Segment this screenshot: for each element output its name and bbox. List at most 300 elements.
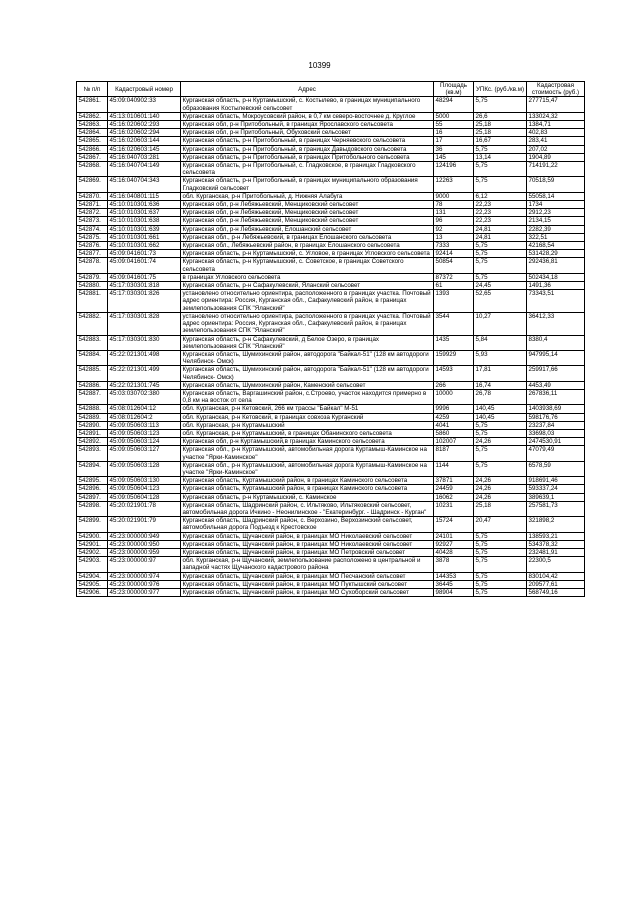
address-cell: Курганская область, Шумихинский район, Каменский сельсовет — [181, 381, 434, 389]
table-row — [77, 335, 585, 350]
row-number-cell: 542866. — [77, 145, 108, 153]
row-number-cell: 542881. — [77, 290, 108, 313]
address-cell: обл. Курганская, р-н Щучанский, землепользование расположено в центральной и западной частях Щучанского кадастрового района — [181, 557, 434, 572]
table-row — [77, 192, 585, 200]
area-cell: 24101 — [434, 532, 474, 540]
area-cell: 16062 — [434, 493, 474, 501]
upks-cell: 5,75 — [474, 557, 527, 572]
row-number-cell: 542864. — [77, 129, 108, 137]
area-cell: 102007 — [434, 438, 474, 446]
cadastral-number-cell: 45:09:050603:113 — [108, 421, 181, 429]
table-row — [77, 438, 585, 446]
area-cell: 36445 — [434, 580, 474, 588]
table-row — [77, 233, 585, 241]
table-row — [77, 413, 585, 421]
upks-cell: 5,75 — [474, 273, 527, 281]
upks-cell: 5,75 — [474, 548, 527, 556]
cadastral-number-cell: 45:09:041601:74 — [108, 258, 181, 273]
area-cell: 144353 — [434, 572, 474, 580]
cadastral-cost-cell: 70518,59 — [527, 177, 585, 192]
upks-cell: 24,26 — [474, 477, 527, 485]
row-number-cell: 542888. — [77, 405, 108, 413]
address-cell: Курганская область, р-н Притобольный, в границах Притобольного сельсовета — [181, 153, 434, 161]
upks-cell: 25,18 — [474, 121, 527, 129]
cadastral-cost-cell: 2474530,91 — [527, 438, 585, 446]
address-cell: Курганская обл, р-н Лебяжьевский, Менщиковский сельсовет — [181, 209, 434, 217]
area-cell: 10231 — [434, 501, 474, 516]
area-cell: 145 — [434, 153, 474, 161]
area-cell: 17 — [434, 137, 474, 145]
table-row — [77, 589, 585, 597]
upks-cell: 24,81 — [474, 233, 527, 241]
table-row — [77, 485, 585, 493]
address-cell: Курганская область, р-н Притобольный, в границах Черняевского сельсовета — [181, 137, 434, 145]
upks-cell: 26,6 — [474, 112, 527, 120]
cadastral-cost-cell: 23237,84 — [527, 421, 585, 429]
upks-cell: 10,27 — [474, 312, 527, 335]
row-number-cell: 542883. — [77, 335, 108, 350]
address-cell: Курганская область, р-н Притобольный, с. Гладковское, в границах Гладковского сельсовета — [181, 162, 434, 177]
row-number-cell: 542878. — [77, 258, 108, 273]
cadastral-number-cell: 45:17:030301:818 — [108, 282, 181, 290]
area-cell: 98904 — [434, 589, 474, 597]
row-number-cell: 542882. — [77, 312, 108, 335]
cadastral-number-cell: 45:09:050603:123 — [108, 429, 181, 437]
area-cell: 92927 — [434, 540, 474, 548]
row-number-cell: 542898. — [77, 501, 108, 516]
cadastral-number-cell: 45:16:020602:294 — [108, 129, 181, 137]
row-number-cell: 542906. — [77, 589, 108, 597]
address-cell: Курганская обл., р-н Лебяжьевский, в границах Елошанского сельсовета — [181, 233, 434, 241]
row-number-cell: 542869. — [77, 177, 108, 192]
cadastral-cost-cell: 292436,81 — [527, 258, 585, 273]
cadastral-cost-cell: 42168,54 — [527, 242, 585, 250]
address-cell: Курганская область, р-н Куртамышский, с. Костылево, в границах муниципального образования Костылевский сельсовет — [181, 97, 434, 112]
row-number-cell: 542876. — [77, 242, 108, 250]
cadastral-cost-cell: 389639,1 — [527, 493, 585, 501]
table-row — [77, 112, 585, 120]
upks-cell: 5,75 — [474, 421, 527, 429]
upks-cell: 13,14 — [474, 153, 527, 161]
row-number-cell: 542902. — [77, 548, 108, 556]
cadastral-number-cell: 45:17:030301:830 — [108, 335, 181, 350]
cadastral-number-cell: 45:23:000000:976 — [108, 580, 181, 588]
row-number-cell: 542861. — [77, 97, 108, 112]
cadastral-number-cell: 45:16:020603:144 — [108, 137, 181, 145]
table-row — [77, 137, 585, 145]
upks-cell: 5,75 — [474, 446, 527, 461]
cadastral-cost-cell: 259917,66 — [527, 366, 585, 381]
area-cell: 14593 — [434, 366, 474, 381]
table-row — [77, 162, 585, 177]
upks-cell: 16,67 — [474, 137, 527, 145]
upks-cell: 22,23 — [474, 201, 527, 209]
table-row — [77, 557, 585, 572]
address-cell: обл. Курганская, р-н Кетовский, 266 км трассы "Байкал" М-51 — [181, 405, 434, 413]
address-cell: Курганская область, р-н Куртамышский, с. Угловое, в границах Угловского сельсовета — [181, 250, 434, 258]
cadastral-cost-cell: 22300,5 — [527, 557, 585, 572]
row-number-cell: 542875. — [77, 233, 108, 241]
table-row — [77, 121, 585, 129]
address-cell: Курганская обл, р-н Притобольный, Обуховский сельсовет — [181, 129, 434, 137]
row-number-cell: 542890. — [77, 421, 108, 429]
address-cell: Курганская обл., Лебяжьевский район, в границах Елошанского сельсовета — [181, 242, 434, 250]
cadastral-number-cell: 45:16:040704:149 — [108, 162, 181, 177]
area-cell: 9996 — [434, 405, 474, 413]
address-cell: Курганская обл., р-н Куртамышский, автомобильная дорога Куртамыш-Каминское на участке "Ярки-Каминское" — [181, 461, 434, 476]
address-cell: Курганская область, р-н Притобольный, в границах муниципального образования Гладковский сельсовет — [181, 177, 434, 192]
table-row — [77, 153, 585, 161]
table-row — [77, 548, 585, 556]
area-cell: 10000 — [434, 389, 474, 404]
area-cell: 1435 — [434, 335, 474, 350]
upks-cell: 5,75 — [474, 429, 527, 437]
address-cell: установлено относительно ориентира, расположенного в границах участка. Почтовый адрес ориентира: Россия, Курганская обл., Сафакулевский район, в границах землепользования СПК "Яланский" — [181, 290, 434, 313]
upks-cell: 5,75 — [474, 242, 527, 250]
table-row — [77, 312, 585, 335]
row-number-cell: 542904. — [77, 572, 108, 580]
table-row — [77, 250, 585, 258]
cadastral-cost-cell: 918691,46 — [527, 477, 585, 485]
header-cadastral-number: Кадастровый номер — [108, 82, 181, 97]
address-cell: Курганская обл, р-н Куртамышский,в границах Каминского сельсовета — [181, 438, 434, 446]
address-cell: Курганская область, Шумихинский район, автодорога "Байкал-51" (128 км автодороги Челябинск- Омск) — [181, 350, 434, 365]
cadastral-number-cell: 45:16:020603:145 — [108, 145, 181, 153]
cadastral-number-cell: 45:20:021901:78 — [108, 501, 181, 516]
cadastral-cost-cell: 33698,03 — [527, 429, 585, 437]
cadastral-cost-cell: 531428,29 — [527, 250, 585, 258]
area-cell: 48294 — [434, 97, 474, 112]
upks-cell: 5,84 — [474, 335, 527, 350]
address-cell: Курганская область, Шадринский район, с. Ильтяково, Ильтяковский сельсовет, автомобильная дорога Ичкино - Неонилинское - "Екатеринбург. - Шадринск - Курган" — [181, 501, 434, 516]
upks-cell: 5,75 — [474, 580, 527, 588]
cadastral-cost-cell: 207,02 — [527, 145, 585, 153]
table-row — [77, 517, 585, 532]
table-row — [77, 477, 585, 485]
cadastral-number-cell: 45:23:000000:977 — [108, 589, 181, 597]
address-cell: Курганская обл, р-н Лебяжьевский, Менщиковский сельсовет — [181, 217, 434, 225]
area-cell: 61 — [434, 282, 474, 290]
row-number-cell: 542880. — [77, 282, 108, 290]
area-cell: 40428 — [434, 548, 474, 556]
upks-cell: 5,75 — [474, 461, 527, 476]
row-number-cell: 542897. — [77, 493, 108, 501]
row-number-cell: 542894. — [77, 461, 108, 476]
cadastral-number-cell: 45:09:050603:128 — [108, 461, 181, 476]
upks-cell: 5,75 — [474, 250, 527, 258]
cadastral-cost-cell: 55058,14 — [527, 192, 585, 200]
address-cell: обл. Курганская, р-н Кетовский, в границах совхоза Курганский — [181, 413, 434, 421]
area-cell: 159929 — [434, 350, 474, 365]
area-cell: 131 — [434, 209, 474, 217]
address-cell: Курганская область, Куртамышский район, в границах Каминского сельсовета — [181, 477, 434, 485]
table-row — [77, 421, 585, 429]
table-row — [77, 366, 585, 381]
cadastral-number-cell: 45:09:050603:130 — [108, 477, 181, 485]
row-number-cell: 542868. — [77, 162, 108, 177]
row-number-cell: 542873. — [77, 217, 108, 225]
cadastral-cost-cell: 534378,32 — [527, 540, 585, 548]
upks-cell: 140,45 — [474, 405, 527, 413]
area-cell: 5000 — [434, 112, 474, 120]
table-row — [77, 405, 585, 413]
area-cell: 24459 — [434, 485, 474, 493]
table-row — [77, 429, 585, 437]
upks-cell: 5,75 — [474, 532, 527, 540]
header-address: Адрес — [181, 82, 434, 97]
area-cell: 36 — [434, 145, 474, 153]
cadastral-number-cell: 45:22:021301:499 — [108, 366, 181, 381]
area-cell: 8187 — [434, 446, 474, 461]
cadastral-cost-cell: 257581,73 — [527, 501, 585, 516]
row-number-cell: 542899. — [77, 517, 108, 532]
row-number-cell: 542886. — [77, 381, 108, 389]
cadastral-cost-cell: 402,83 — [527, 129, 585, 137]
table-row — [77, 258, 585, 273]
cadastral-cost-cell: 830104,42 — [527, 572, 585, 580]
upks-cell: 17,81 — [474, 366, 527, 381]
upks-cell: 24,81 — [474, 225, 527, 233]
table-row — [77, 572, 585, 580]
area-cell: 37871 — [434, 477, 474, 485]
area-cell: 1144 — [434, 461, 474, 476]
upks-cell: 20,47 — [474, 517, 527, 532]
address-cell: Курганская область, Щучанский район, в границах МО Николаевский сельсовет — [181, 540, 434, 548]
area-cell: 96 — [434, 217, 474, 225]
upks-cell: 6,12 — [474, 192, 527, 200]
area-cell: 1393 — [434, 290, 474, 313]
cadastral-cost-cell: 714191,22 — [527, 162, 585, 177]
upks-cell: 5,75 — [474, 162, 527, 177]
row-number-cell: 542889. — [77, 413, 108, 421]
table-row — [77, 177, 585, 192]
upks-cell: 22,23 — [474, 209, 527, 217]
address-cell: Курганская обл., р-н Куртамышский, автомобильная дорога Куртамыш-Каминское на участке "Ярки-Каминское" — [181, 446, 434, 461]
cadastral-number-cell: 45:10:010301:637 — [108, 209, 181, 217]
upks-cell: 5,75 — [474, 258, 527, 273]
table-row — [77, 282, 585, 290]
cadastral-number-cell: 45:10:010301:639 — [108, 225, 181, 233]
row-number-cell: 542896. — [77, 485, 108, 493]
cadastral-cost-cell: 502434,18 — [527, 273, 585, 281]
cadastral-cost-cell: 283,41 — [527, 137, 585, 145]
cadastral-cost-cell: 6578,59 — [527, 461, 585, 476]
cadastral-number-cell: 45:09:041601:75 — [108, 273, 181, 281]
cadastral-number-cell: 45:09:050603:124 — [108, 438, 181, 446]
table-row — [77, 217, 585, 225]
upks-cell: 24,26 — [474, 493, 527, 501]
cadastral-cost-cell: 209577,61 — [527, 580, 585, 588]
row-number-cell: 542905. — [77, 580, 108, 588]
row-number-cell: 542893. — [77, 446, 108, 461]
address-cell: Курганская область, Мокроусовский район, в 0,7 км северо-восточнее д. Круглое — [181, 112, 434, 120]
address-cell: Курганская область, р-н Сафакулевский, Яланский сельсовет — [181, 282, 434, 290]
address-cell: Курганская область, Щучанский район, в границах МО Сухоборский сельсовет — [181, 589, 434, 597]
address-cell: Курганская область, Шадринский район, с. Верхозино, Верхозинский сельсовет, автомобильная дорога Подъезд к Крестовское — [181, 517, 434, 532]
cadastral-cost-cell: 232481,91 — [527, 548, 585, 556]
address-cell: Курганская область, Щучанский район, в границах МО Пуктышский сельсовет — [181, 580, 434, 588]
cadastral-number-cell: 45:17:030301:826 — [108, 290, 181, 313]
page-number: 10399 — [308, 61, 331, 70]
area-cell: 78 — [434, 201, 474, 209]
row-number-cell: 542900. — [77, 532, 108, 540]
upks-cell: 25,18 — [474, 501, 527, 516]
cadastral-cost-cell: 1403938,69 — [527, 405, 585, 413]
address-cell: Курганская область, Куртамышский район, в границах Каминского сельсовета — [181, 485, 434, 493]
area-cell: 9000 — [434, 192, 474, 200]
upks-cell: 52,65 — [474, 290, 527, 313]
cadastral-cost-cell: 267836,11 — [527, 389, 585, 404]
table-row — [77, 290, 585, 313]
cadastral-number-cell: 45:23:000000:97 — [108, 557, 181, 572]
area-cell: 55 — [434, 121, 474, 129]
row-number-cell: 542887. — [77, 389, 108, 404]
row-number-cell: 542903. — [77, 557, 108, 572]
upks-cell: 26,78 — [474, 389, 527, 404]
address-cell: Курганская область, р-н Куртамышский, с. Каминское — [181, 493, 434, 501]
address-cell: в границах Угловского сельсовета — [181, 273, 434, 281]
upks-cell: 5,75 — [474, 589, 527, 597]
upks-cell: 25,18 — [474, 129, 527, 137]
cadastral-number-cell: 45:23:000000:950 — [108, 540, 181, 548]
table-row — [77, 501, 585, 516]
cadastral-number-cell: 45:10:010301:661 — [108, 233, 181, 241]
table-row — [77, 201, 585, 209]
area-cell: 7333 — [434, 242, 474, 250]
area-cell: 13 — [434, 233, 474, 241]
cadastral-cost-cell: 8380,4 — [527, 335, 585, 350]
cadastral-number-cell: 45:16:040801:115 — [108, 192, 181, 200]
upks-cell: 5,93 — [474, 350, 527, 365]
address-cell: Курганская область, р-н Притобольный, в границах Давыдовского сельсовета — [181, 145, 434, 153]
address-cell: обл. Курганская, р-н Куртамышский, в границах Обанинского сельсовета — [181, 429, 434, 437]
table-row — [77, 446, 585, 461]
cadastral-cost-cell: 1491,36 — [527, 282, 585, 290]
upks-cell: 5,75 — [474, 97, 527, 112]
cadastral-table — [76, 81, 585, 597]
row-number-cell: 542901. — [77, 540, 108, 548]
table-row — [77, 540, 585, 548]
table-row — [77, 209, 585, 217]
address-cell: установлено относительно ориентира, расположенного в границах участка. Почтовый адрес ориентира: Россия, Курганская обл., Сафакулевский район, в границах землепользования СПК "Яланский" — [181, 312, 434, 335]
row-number-cell: 542877. — [77, 250, 108, 258]
upks-cell: 24,45 — [474, 282, 527, 290]
cadastral-number-cell: 45:22:021301:498 — [108, 350, 181, 365]
address-cell: обл. Курганская, р-н Куртамышский — [181, 421, 434, 429]
row-number-cell: 542867. — [77, 153, 108, 161]
table-row — [77, 461, 585, 476]
table-row — [77, 389, 585, 404]
upks-cell: 24,26 — [474, 485, 527, 493]
area-cell: 15724 — [434, 517, 474, 532]
table-row — [77, 225, 585, 233]
cadastral-cost-cell: 277715,47 — [527, 97, 585, 112]
cadastral-number-cell: 45:20:021901:79 — [108, 517, 181, 532]
cadastral-cost-cell: 2282,39 — [527, 225, 585, 233]
upks-cell: 5,75 — [474, 177, 527, 192]
cadastral-cost-cell: 4453,49 — [527, 381, 585, 389]
row-number-cell: 542862. — [77, 112, 108, 120]
upks-cell: 16,74 — [474, 381, 527, 389]
cadastral-number-cell: 45:10:010301:636 — [108, 201, 181, 209]
cadastral-number-cell: 45:16:040704:343 — [108, 177, 181, 192]
cadastral-cost-cell: 36412,33 — [527, 312, 585, 335]
area-cell: 5860 — [434, 429, 474, 437]
cadastral-number-cell: 45:16:040703:281 — [108, 153, 181, 161]
cadastral-number-cell: 45:10:010301:662 — [108, 242, 181, 250]
cadastral-cost-cell: 1904,89 — [527, 153, 585, 161]
cadastral-cost-cell: 133024,32 — [527, 112, 585, 120]
area-cell: 124196 — [434, 162, 474, 177]
cadastral-cost-cell: 2912,23 — [527, 209, 585, 217]
cadastral-cost-cell: 47079,49 — [527, 446, 585, 461]
cadastral-number-cell: 45:08:012604:12 — [108, 405, 181, 413]
header-number: № п/п — [77, 82, 108, 97]
address-cell: Курганская область, Щучанский район, в границах МО Николаевский сельсовет — [181, 532, 434, 540]
address-cell: Курганская область, Варгашинский район, с.Строево, участок находится примерно в 0,8 км на восток от села — [181, 389, 434, 404]
cadastral-cost-cell: 1734 — [527, 201, 585, 209]
cadastral-number-cell: 45:23:000000:959 — [108, 548, 181, 556]
table-row — [77, 242, 585, 250]
row-number-cell: 542872. — [77, 209, 108, 217]
cadastral-cost-cell: 1384,71 — [527, 121, 585, 129]
area-cell: 3544 — [434, 312, 474, 335]
address-cell: обл. Курганская, р-н Притобольный, д. Нижняя Алабуга — [181, 192, 434, 200]
cadastral-number-cell: 45:13:010601:140 — [108, 112, 181, 120]
area-cell: 16 — [434, 129, 474, 137]
address-cell: Курганская обл, р-н Лебяжьевский, Менщиковский сельсовет — [181, 201, 434, 209]
area-cell: 50854 — [434, 258, 474, 273]
table-header-row — [77, 82, 585, 97]
cadastral-number-cell: 45:23:000000:949 — [108, 532, 181, 540]
upks-cell: 5,75 — [474, 572, 527, 580]
address-cell: Курганская область, Шумихинский район, автодорога "Байкал-51" (128 км автодороги Челябинск- Омск) — [181, 366, 434, 381]
row-number-cell: 542884. — [77, 350, 108, 365]
table-row — [77, 273, 585, 281]
row-number-cell: 542879. — [77, 273, 108, 281]
header-area: Площадь (кв.м) — [434, 82, 474, 97]
cadastral-cost-cell: 2134,15 — [527, 217, 585, 225]
table-row — [77, 381, 585, 389]
row-number-cell: 542865. — [77, 137, 108, 145]
header-cadastral-cost: Кадастровая стоимость (руб.) — [527, 82, 585, 97]
table-row — [77, 493, 585, 501]
area-cell: 3878 — [434, 557, 474, 572]
area-cell: 92 — [434, 225, 474, 233]
cadastral-cost-cell: 947995,14 — [527, 350, 585, 365]
cadastral-number-cell: 45:03:030702:380 — [108, 389, 181, 404]
cadastral-number-cell: 45:22:021301:745 — [108, 381, 181, 389]
address-cell: Курганская область, р-н Сафакулевский, д Белое Озеро, в границах землепользования СПК "Яланский" — [181, 335, 434, 350]
cadastral-number-cell: 45:10:010301:638 — [108, 217, 181, 225]
upks-cell: 5,75 — [474, 145, 527, 153]
upks-cell: 5,75 — [474, 540, 527, 548]
address-cell: Курганская область, р-н Куртамышский, с. Советское, в границах Советского сельсовета — [181, 258, 434, 273]
cadastral-number-cell: 45:08:012604:2 — [108, 413, 181, 421]
upks-cell: 140,45 — [474, 413, 527, 421]
row-number-cell: 542863. — [77, 121, 108, 129]
address-cell: Курганская область, Щучанский район, в границах МО Песчанский сельсовет — [181, 572, 434, 580]
row-number-cell: 542874. — [77, 225, 108, 233]
cadastral-number-cell: 45:09:050603:127 — [108, 446, 181, 461]
area-cell: 266 — [434, 381, 474, 389]
table-row — [77, 97, 585, 112]
table-row — [77, 532, 585, 540]
row-number-cell: 542892. — [77, 438, 108, 446]
address-cell: Курганская обл, р-н Притобольный, в границах Ярославского сельсовета — [181, 121, 434, 129]
row-number-cell: 542871. — [77, 201, 108, 209]
cadastral-cost-cell: 138593,21 — [527, 532, 585, 540]
